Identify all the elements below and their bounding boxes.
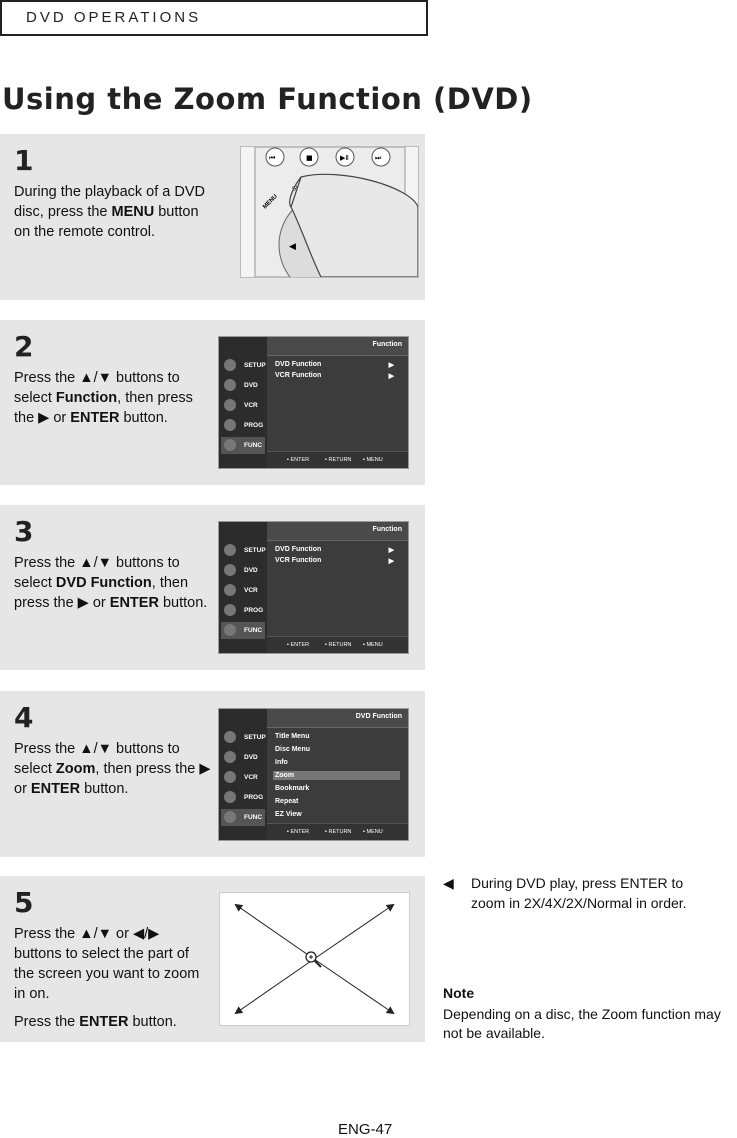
osd-menu-item: EZ View (275, 811, 302, 818)
osd-sidebar-item: FUNC (221, 809, 265, 826)
osd-sidebar-item: SETUP (221, 729, 265, 746)
osd-sidebar-item: DVD (221, 749, 265, 766)
menu-category-icon (224, 731, 236, 743)
page-title: Using the Zoom Function (DVD) (2, 82, 533, 116)
menu-category-icon (224, 359, 236, 371)
osd-header: DVD Function (267, 709, 408, 728)
osd-sidebar-item: VCR (221, 769, 265, 786)
menu-category-icon (224, 544, 236, 556)
osd-sidebar-item: PROG (221, 789, 265, 806)
osd-sidebar-item: DVD (221, 562, 265, 579)
section-header (0, 0, 428, 36)
osd-dvd-function-menu (218, 708, 409, 841)
menu-category-icon (224, 751, 236, 763)
osd-menu-item: Bookmark (275, 785, 310, 792)
osd-sidebar-item: SETUP (221, 542, 265, 559)
arrow-right-icon: ▶ (388, 373, 394, 380)
menu-category-icon (224, 399, 236, 411)
osd-menu-item: VCR Function (275, 557, 322, 564)
menu-category-icon (224, 624, 236, 636)
svg-text:⏮: ⏮ (269, 154, 276, 162)
svg-text:⏭: ⏭ (375, 154, 382, 162)
osd-sidebar-item: FUNC (221, 622, 265, 639)
step-number: 1 (14, 144, 34, 177)
note-text: Depending on a disc, the Zoom function may not be available. (443, 1006, 721, 1041)
pointer-arrow-icon: ◀ (443, 875, 454, 891)
zoom-tip-text: During DVD play, press ENTER to zoom in 2X/4X/2X/Normal in order. (471, 875, 687, 911)
osd-sidebar-item: FUNC (221, 437, 265, 454)
step-number: 4 (14, 701, 34, 734)
step-number: 5 (14, 886, 34, 919)
svg-text:■: ■ (306, 154, 313, 162)
svg-text:◀: ◀ (289, 242, 296, 252)
step-instruction: Press the ▲/▼ buttons to select DVD Function, then press the ▶ or ENTER button. (14, 555, 208, 611)
step-number: 2 (14, 330, 34, 363)
magnifier-icon (306, 952, 321, 967)
step-instruction: Press the ▲/▼ buttons to select Zoom, then press the ▶ or ENTER button. (14, 741, 211, 797)
osd-menu-item: DVD Function (275, 546, 322, 553)
zoom-tip (443, 873, 721, 913)
menu-category-icon (224, 811, 236, 823)
menu-category-icon (224, 584, 236, 596)
osd-menu-item: Info (275, 759, 288, 766)
osd-sidebar-item: PROG (221, 417, 265, 434)
osd-sidebar-item: VCR (221, 582, 265, 599)
menu-category-icon (224, 771, 236, 783)
osd-header: Function (267, 522, 408, 541)
step-instruction: Press the ▲/▼ or ◀/▶ buttons to select the part of the screen you want to zoom in on. Press the ENTER button. (14, 926, 200, 1030)
osd-menu-item: DVD Function (275, 361, 322, 368)
menu-category-icon (224, 419, 236, 431)
osd-footer: ▪ ENTER ▪ RETURN ▪ MENU (267, 823, 408, 840)
menu-category-icon (224, 379, 236, 391)
note-title: Note (443, 985, 475, 1001)
osd-menu-item: Zoom (275, 772, 295, 779)
svg-text:▶Ⅱ: ▶Ⅱ (340, 154, 349, 162)
osd-sidebar-item: SETUP (221, 357, 265, 374)
arrow-right-icon: ▶ (388, 362, 394, 369)
osd-footer: ▪ ENTER ▪ RETURN ▪ MENU (267, 636, 408, 653)
osd-sidebar-item: VCR (221, 397, 265, 414)
zoom-area-illustration (219, 892, 410, 1026)
osd-menu-item: Disc Menu (275, 746, 311, 753)
step-number: 3 (14, 515, 34, 548)
osd-function-menu (218, 336, 409, 469)
osd-header: Function (267, 337, 408, 356)
osd-menu-item: Repeat (275, 798, 299, 805)
remote-menu-label: MENU (262, 193, 279, 211)
osd-sidebar-item: PROG (221, 602, 265, 619)
menu-category-icon (224, 791, 236, 803)
step-instruction: Press the ▲/▼ buttons to select Function, then press the ▶ or ENTER button. (14, 370, 193, 426)
menu-category-icon (224, 564, 236, 576)
osd-menu-item: VCR Function (275, 372, 322, 379)
arrow-right-icon: ▶ (388, 547, 394, 554)
remote-control-illustration (240, 146, 419, 278)
page-number: ENG-47 (338, 1121, 393, 1138)
menu-category-icon (224, 439, 236, 451)
section-header-label: DVD OPERATIONS (26, 9, 202, 26)
osd-function-menu (218, 521, 409, 654)
osd-footer: ▪ ENTER ▪ RETURN ▪ MENU (267, 451, 408, 468)
arrow-right-icon: ▶ (388, 558, 394, 565)
menu-category-icon (224, 604, 236, 616)
osd-menu-item: Title Menu (275, 733, 310, 740)
osd-sidebar-item: DVD (221, 377, 265, 394)
step-instruction: During the playback of a DVD disc, press the MENU button on the remote control. (14, 184, 206, 240)
